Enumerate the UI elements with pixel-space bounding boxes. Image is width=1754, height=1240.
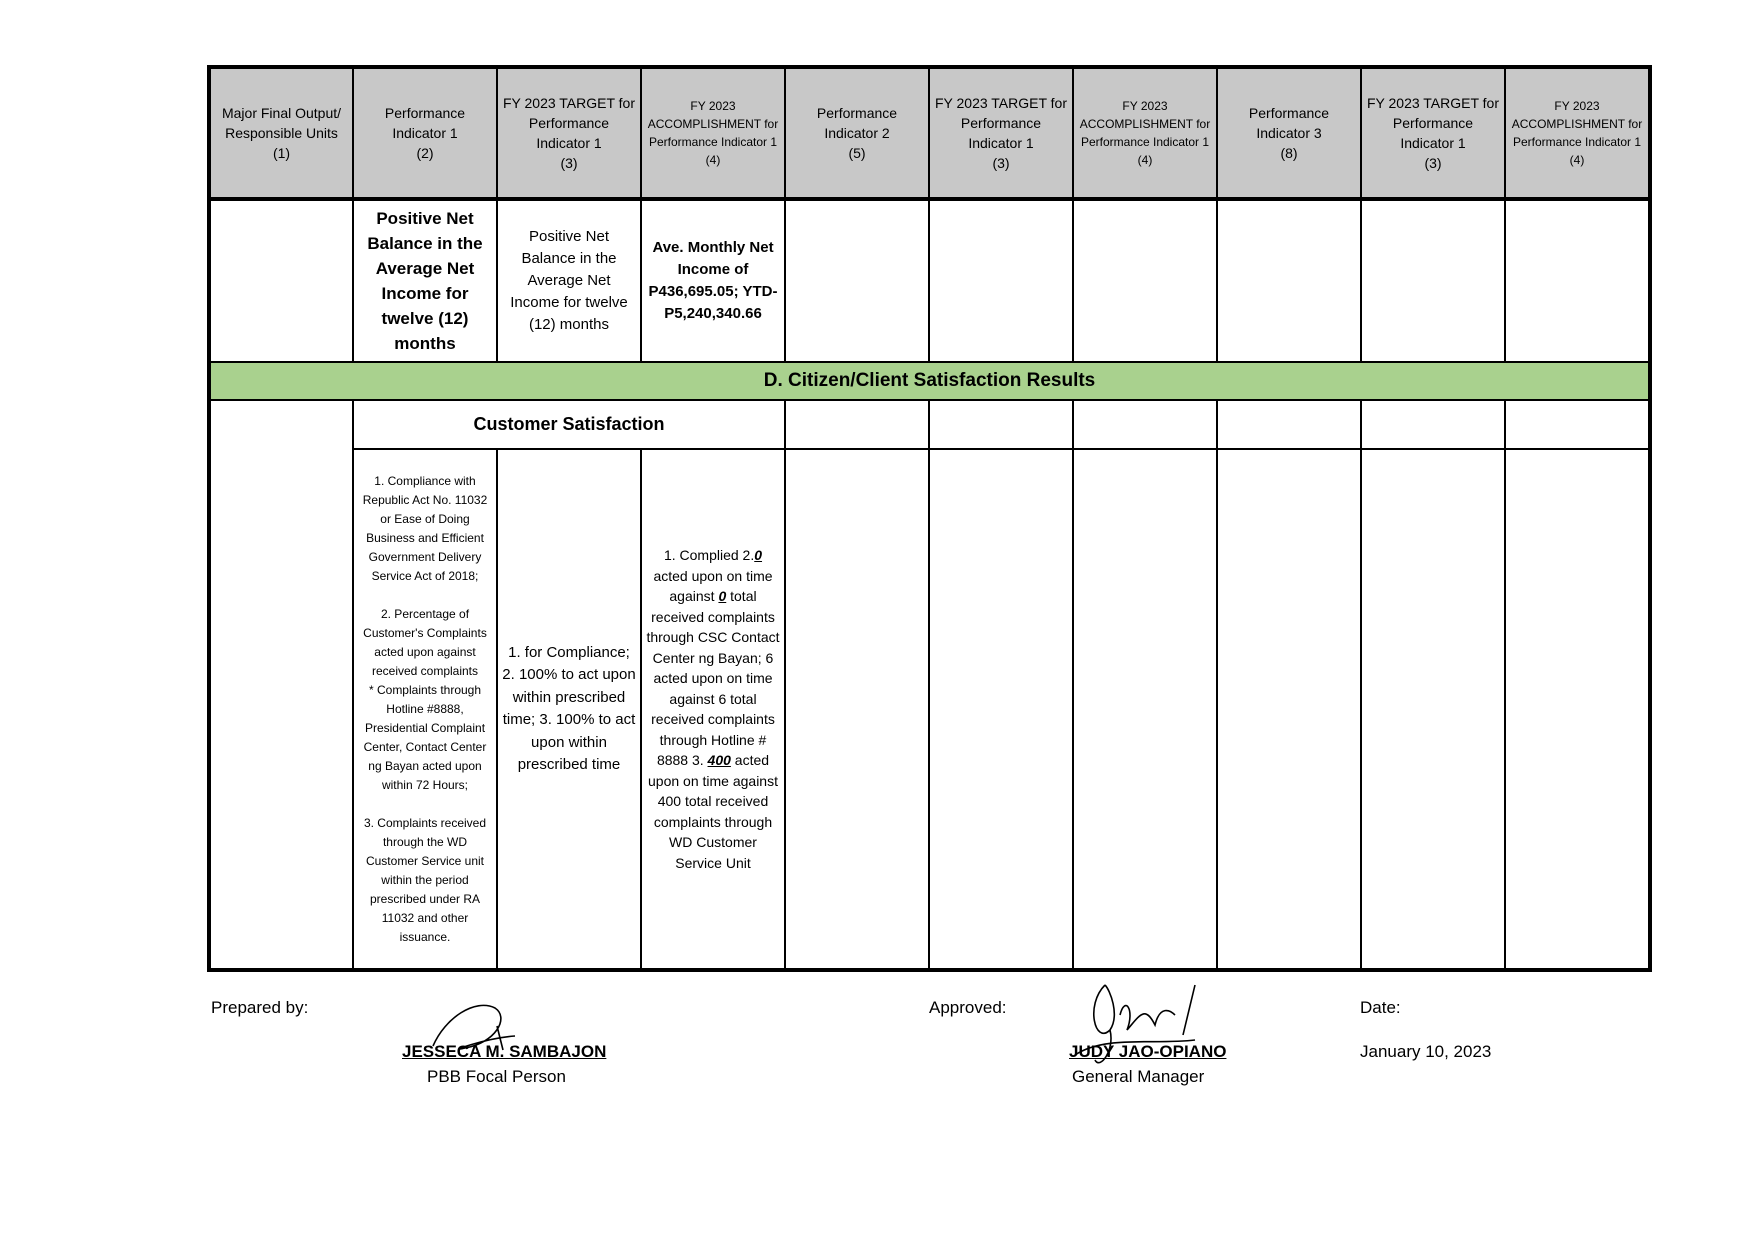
header-indicator-2: Performance Indicator 2 (5) — [785, 67, 929, 199]
cell-indicator: Positive Net Balance in the Average Net Income for twelve (12) months — [353, 199, 497, 362]
cell-empty — [1217, 199, 1361, 362]
header-indicator-3: Performance Indicator 3 (8) — [1217, 67, 1361, 199]
section-title: D. Citizen/Client Satisfaction Results — [209, 362, 1650, 400]
prepared-title: PBB Focal Person — [427, 1067, 566, 1086]
acc-value: 400 — [707, 752, 731, 768]
cell-empty — [1073, 400, 1217, 449]
cell-empty — [1073, 449, 1217, 970]
date-label: Date: — [1360, 998, 1401, 1017]
cell-empty — [1217, 400, 1361, 449]
header-mfo: Major Final Output/ Responsible Units (1) — [209, 67, 353, 199]
cell-target: 1. for Compliance; 2. 100% to act upon within prescribed time; 3. 100% to act upon within prescribed time — [497, 449, 641, 970]
header-accomplishment-3: FY 2023 ACCOMPLISHMENT for Performance Indicator 1 (4) — [1505, 67, 1650, 199]
cell-empty — [1505, 400, 1650, 449]
prepared-label: Prepared by: — [211, 998, 309, 1017]
cell-empty — [785, 449, 929, 970]
header-target-3: FY 2023 TARGET for Performance Indicator 1 (3) — [1361, 67, 1505, 199]
section-row — [209, 362, 1650, 400]
cell-empty — [1505, 449, 1650, 970]
cell-empty — [1361, 400, 1505, 449]
approved-label: Approved: — [929, 998, 1007, 1017]
customer-satisfaction-heading: Customer Satisfaction — [353, 400, 785, 449]
acc-text: 1. Complied 2. — [663, 547, 755, 563]
header-accomplishment-1: FY 2023 ACCOMPLISHMENT for Performance Indicator 1 (4) — [641, 67, 785, 199]
cell-accomplishment — [641, 449, 785, 970]
cell-empty — [209, 400, 353, 970]
acc-text: acted upon on time against 400 total received complaints through WD Customer Service Unit — [648, 752, 778, 871]
cell-accomplishment: Ave. Monthly Net Income of P436,695.05; YTD-P5,240,340.66 — [641, 199, 785, 362]
approved-name: JUDY JAO-OPIANO — [1069, 1042, 1227, 1061]
cell-empty — [929, 449, 1073, 970]
performance-report-table — [207, 65, 1652, 972]
cell-empty — [1217, 449, 1361, 970]
cell-empty — [929, 400, 1073, 449]
header-target-2: FY 2023 TARGET for Performance Indicator 1 (3) — [929, 67, 1073, 199]
cell-empty — [1505, 199, 1650, 362]
header-accomplishment-2: FY 2023 ACCOMPLISHMENT for Performance Indicator 1 (4) — [1073, 67, 1217, 199]
table-row — [209, 199, 1650, 362]
table-row — [209, 400, 1650, 449]
prepared-name: JESSECA M. SAMBAJON — [402, 1042, 607, 1061]
header-target-1: FY 2023 TARGET for Performance Indicator 1 (3) — [497, 67, 641, 199]
acc-text: acted upon on time against — [653, 567, 773, 604]
date-value: January 10, 2023 — [1360, 1042, 1492, 1061]
cell-empty — [785, 199, 929, 362]
acc-value: 0 — [718, 588, 727, 604]
header-row — [209, 67, 1650, 199]
cell-empty — [785, 400, 929, 449]
approved-title: General Manager — [1072, 1067, 1205, 1086]
acc-value: 0 — [754, 547, 763, 563]
header-indicator-1: Performance Indicator 1 (2) — [353, 67, 497, 199]
cell-empty — [929, 199, 1073, 362]
acc-text: total received complaints through CSC Contact Center ng Bayan; 6 acted upon on time against 6 total received complaints through Hotline # 8888 3. — [646, 588, 780, 768]
cell-empty — [1361, 199, 1505, 362]
cell-empty — [1361, 449, 1505, 970]
cell-empty — [209, 199, 353, 362]
cell-empty — [1073, 199, 1217, 362]
cell-target: Positive Net Balance in the Average Net Income for twelve (12) months — [497, 199, 641, 362]
cell-indicator: 1. Compliance with Republic Act No. 11032 or Ease of Doing Business and Efficient Government Delivery Service Act of 2018; 2. Percentage of Customer's Complaints acted upon against received complaints * Complaints through Hotline #8888, Presidential Complaint Center, Contact Center ng Bayan acted upon within 72 Hours; 3. Complaints received through the WD Customer Service unit within the period prescribed under RA 11032 and other issuance. — [353, 449, 497, 970]
table-row — [209, 449, 1650, 970]
